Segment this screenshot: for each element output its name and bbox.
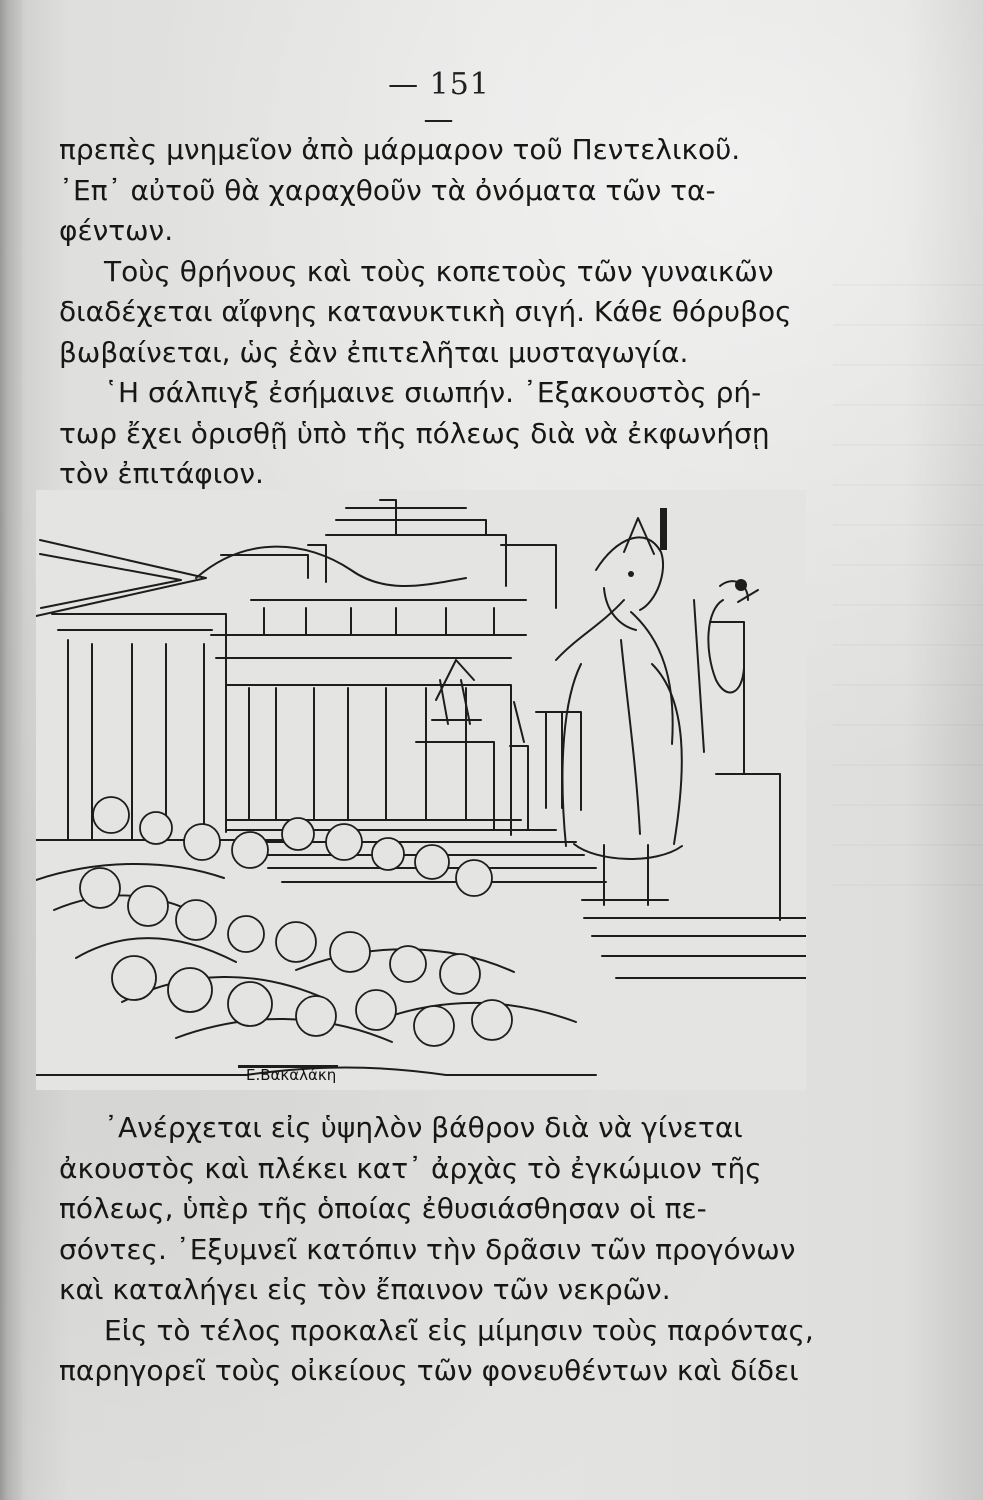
text-line: παρηγορεῖ τοὺς οἰκείους τῶν φονευθέντων καὶ δίδει [59, 1354, 799, 1387]
page-gutter-shadow [0, 0, 22, 1500]
text-line: ᾿Ανέρχεται εἰς ὑψηλὸν βάθρον διὰ νὰ γίνεται [104, 1111, 743, 1144]
text-line: πρεπὲς μνημεῖον ἀπὸ μάρμαρον τοῦ Πεντελικοῦ. [59, 133, 741, 166]
show-through-text [833, 260, 983, 910]
page-number: — 151 — [388, 67, 490, 137]
text-line: καὶ καταλήγει εἰς τὸν ἔπαινον τῶν νεκρῶν. [59, 1273, 671, 1306]
text-line: σόντες. ᾿Εξυμνεῖ κατόπιν τὴν δρᾶσιν τῶν προγόνων [59, 1232, 796, 1266]
lower-text-block [59, 1108, 819, 1392]
text-line: βωβαίνεται, ὡς ἐὰν ἐπιτελῆται μυσταγωγία. [59, 335, 689, 369]
text-line: ῾Η σάλπιγξ ἐσήμαινε σιωπήν. ᾿Εξακουστὸς ρή- [104, 376, 762, 409]
text-line: πόλεως, ὑπὲρ τῆς ὁποίας ἐθυσιάσθησαν οἱ πε- [59, 1192, 707, 1225]
artist-signature: Ε.Βακαλάκη [246, 1066, 337, 1084]
text-line: ᾿Επ᾿ αὐτοῦ θὰ χαραχθοῦν τὰ ὀνόματα τῶν τα- [59, 173, 716, 207]
upper-text-block [59, 130, 819, 495]
text-line: φέντων. [59, 214, 174, 247]
text-line: τωρ ἔχει ὁρισθῇ ὑπὸ τῆς πόλεως διὰ νὰ ἐκφωνήσῃ [59, 416, 770, 450]
text-line: Εἰς τὸ τέλος προκαλεῖ εἰς μίμησιν τοὺς παρόντας, [104, 1313, 814, 1347]
text-line: ἀκουστὸς καὶ πλέκει κατ᾿ ἀρχὰς τὸ ἐγκώμιον τῆς [59, 1151, 762, 1185]
text-line: Τοὺς θρήνους καὶ τοὺς κοπετοὺς τῶν γυναικῶν [104, 254, 774, 288]
text-line: τὸν ἐπιτάφιον. [59, 457, 264, 490]
funeral-oration-illustration [36, 490, 806, 1090]
text-line: διαδέχεται αἴφνης κατανυκτικὴ σιγή. Κάθε θόρυβος [59, 295, 792, 328]
illustration-drawing [36, 490, 806, 1090]
